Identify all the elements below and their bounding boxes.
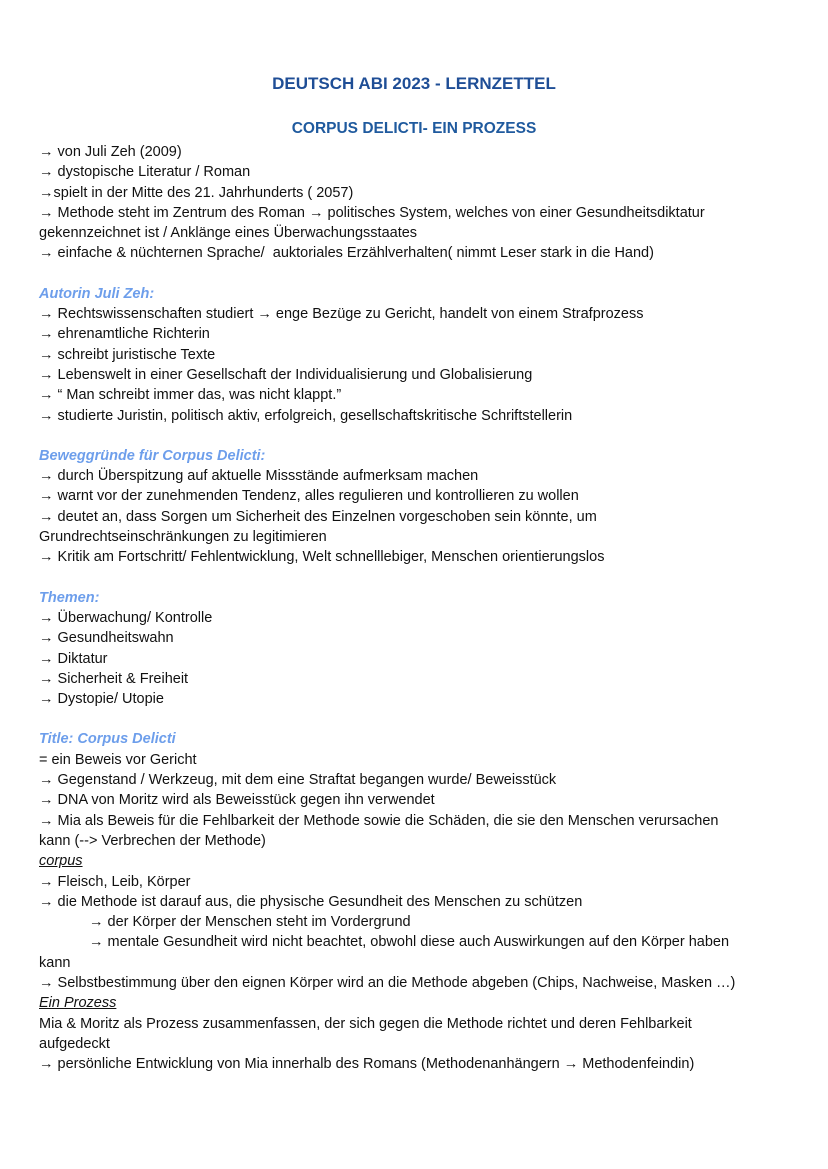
section-line: → Selbstbestimmung über den eignen Körper wird an die Methode abgeben (Chips, Nachweise, Masken …) <box>39 974 736 991</box>
corpus-subheading: corpus <box>39 853 83 870</box>
section-line: → DNA von Moritz wird als Beweisstück gegen ihn verwendet <box>39 792 435 809</box>
section-line: → Fleisch, Leib, Körper <box>39 873 191 890</box>
document-subtitle: CORPUS DELICTI- EIN PROZESS <box>291 120 537 137</box>
intro-line: → einfache & nüchternen Sprache/ auktoriales Erzählverhalten( nimmt Leser stark in die Hand) <box>39 245 654 262</box>
section-line: kann <box>39 954 71 971</box>
section-heading: Title: Corpus Delicti <box>39 731 176 748</box>
spacer <box>39 426 799 446</box>
section-line: → deutet an, dass Sorgen um Sicherheit des Einzelnen vorgeschoben sein könnte, um <box>39 508 597 525</box>
section-line: → Sicherheit & Freiheit <box>39 670 189 687</box>
section-line: → Kritik am Fortschritt/ Fehlentwicklung, Welt schnelllebiger, Menschen orientierungslos <box>39 549 605 566</box>
section-heading: Themen: <box>39 589 100 606</box>
section-beweggruende <box>39 446 799 568</box>
section-autorin <box>39 284 799 426</box>
intro-line: →spielt in der Mitte des 21. Jahrhunderts ( 2057) <box>39 184 354 201</box>
section-heading: Beweggründe für Corpus Delicti: <box>39 447 266 464</box>
section-line: kann (--> Verbrechen der Methode) <box>39 832 266 849</box>
intro-line: gekennzeichnet ist / Anklänge eines Überwachungsstaates <box>39 225 418 242</box>
intro-line: → Methode steht im Zentrum des Roman → politisches System, welches von einer Gesundheitsdiktatur <box>39 204 705 221</box>
section-line: → schreibt juristische Texte <box>39 346 216 363</box>
section-line: → persönliche Entwicklung von Mia innerhalb des Romans (Methodenanhängern → Methodenfeindin) <box>39 1056 695 1073</box>
intro-section <box>39 142 799 264</box>
section-line: → Gesundheitswahn <box>39 630 174 647</box>
section-themen <box>39 588 799 710</box>
indented-line: → mentale Gesundheit wird nicht beachtet, obwohl diese auch Auswirkungen auf den Körper haben <box>89 934 730 951</box>
section-title-meaning <box>39 729 799 1074</box>
section-line: → warnt vor der zunehmenden Tendenz, alles regulieren und kontrollieren zu wollen <box>39 488 579 505</box>
section-line: → Mia als Beweis für die Fehlbarkeit der Methode sowie die Schäden, die sie den Menschen verursachen <box>39 812 719 829</box>
section-line: → Rechtswissenschaften studiert → enge Bezüge zu Gericht, handelt von einem Strafprozess <box>39 306 644 323</box>
section-line: → Lebenswelt in einer Gesellschaft der Individualisierung und Globalisierung <box>39 366 533 383</box>
spacer <box>39 264 799 284</box>
section-line: → ehrenamtliche Richterin <box>39 326 210 343</box>
indented-line: → der Körper der Menschen steht im Vordergrund <box>89 914 411 931</box>
section-line: → studierte Juristin, politisch aktiv, erfolgreich, gesellschaftskritische Schriftstellerin <box>39 407 573 424</box>
section-line: → durch Überspitzung auf aktuelle Missstände aufmerksam machen <box>39 468 479 485</box>
section-line: → Dystopie/ Utopie <box>39 691 164 708</box>
section-line: → Überwachung/ Kontrolle <box>39 609 213 626</box>
document-title: DEUTSCH ABI 2023 - LERNZETTEL <box>272 74 556 93</box>
prozess-subheading: Ein Prozess <box>39 995 117 1012</box>
section-line: Grundrechtseinschränkungen zu legitimieren <box>39 529 327 546</box>
section-line: → die Methode ist darauf aus, die physische Gesundheit des Menschen zu schützen <box>39 893 583 910</box>
section-line: = ein Beweis vor Gericht <box>39 751 197 768</box>
spacer <box>39 568 799 588</box>
section-line: → Diktatur <box>39 650 108 667</box>
intro-line: → von Juli Zeh (2009) <box>39 144 182 160</box>
document-body <box>39 142 799 1074</box>
section-line: → Gegenstand / Werkzeug, mit dem eine Straftat begangen wurde/ Beweisstück <box>39 772 557 789</box>
section-heading: Autorin Juli Zeh: <box>39 285 155 302</box>
section-line: aufgedeckt <box>39 1035 110 1052</box>
intro-line: → dystopische Literatur / Roman <box>39 164 251 181</box>
spacer <box>39 709 799 729</box>
section-line: → “ Man schreibt immer das, was nicht klappt.” <box>39 387 342 404</box>
section-line: Mia & Moritz als Prozess zusammenfassen, der sich gegen die Methode richtet und deren Fehlbarkeit <box>39 1015 692 1032</box>
